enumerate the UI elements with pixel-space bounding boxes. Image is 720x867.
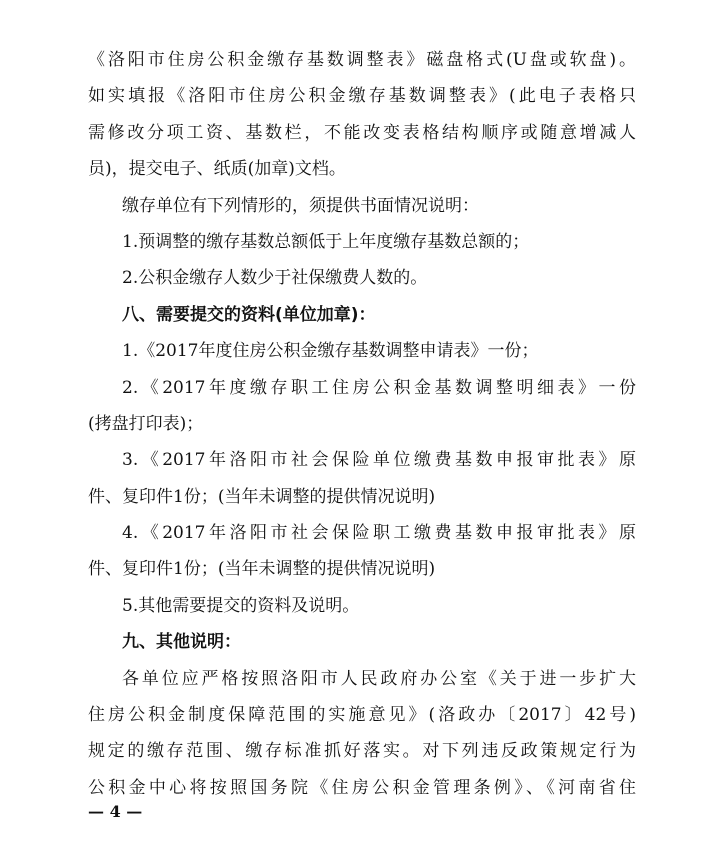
text-line: (拷盘打印表)； xyxy=(88,413,204,434)
text-line: 件、复印件1份；(当年未调整的提供情况说明) xyxy=(88,559,436,580)
text-line: 2.公积金缴存人数少于社保缴费人数的。 xyxy=(122,268,428,289)
text-line: 缴存单位有下列情形的，须提供书面情况说明： xyxy=(122,195,479,216)
text-line: 4.《2017年洛阳市社会保险职工缴费基数申报审批表》原 xyxy=(122,523,636,544)
document-body xyxy=(88,42,636,806)
text-line: 5.其他需要提交的资料及说明。 xyxy=(122,595,360,616)
section-heading: 八、需要提交的资料(单位加章)： xyxy=(122,304,376,325)
text-line: 件、复印件1份；(当年未调整的提供情况说明) xyxy=(88,486,436,507)
section-heading: 九、其他说明： xyxy=(122,632,241,653)
text-line: 2.《2017年度缴存职工住房公积金基数调整明细表》一份 xyxy=(122,377,636,398)
text-line: 1.《2017年度住房公积金缴存基数调整申请表》一份； xyxy=(122,341,539,362)
text-line: 规定的缴存范围、缴存标准抓好落实。对下列违反政策规定行为 xyxy=(88,741,636,762)
text-line: 住房公积金制度保障范围的实施意见》(洛政办〔2017〕42号) xyxy=(88,705,636,726)
text-line: 需修改分项工资、基数栏，不能改变表格结构顺序或随意增减人 xyxy=(88,122,636,143)
text-line: 《洛阳市住房公积金缴存基数调整表》磁盘格式(U盘或软盘)。 xyxy=(88,50,636,70)
text-line: 各单位应严格按照洛阳市人民政府办公室《关于进一步扩大 xyxy=(122,668,636,689)
text-line: 3.《2017年洛阳市社会保险单位缴费基数申报审批表》原 xyxy=(122,450,636,471)
text-line: 如实填报《洛阳市住房公积金缴存基数调整表》(此电子表格只 xyxy=(88,86,636,107)
text-line: 员)，提交电子、纸质(加章)文档。 xyxy=(88,159,346,180)
text-line: 1.预调整的缴存基数总额低于上年度缴存基数总额的； xyxy=(122,231,530,252)
page-number: — 4 — xyxy=(88,802,143,821)
text-line: 公积金中心将按照国务院《住房公积金管理条例》、《河南省住 xyxy=(88,777,636,798)
